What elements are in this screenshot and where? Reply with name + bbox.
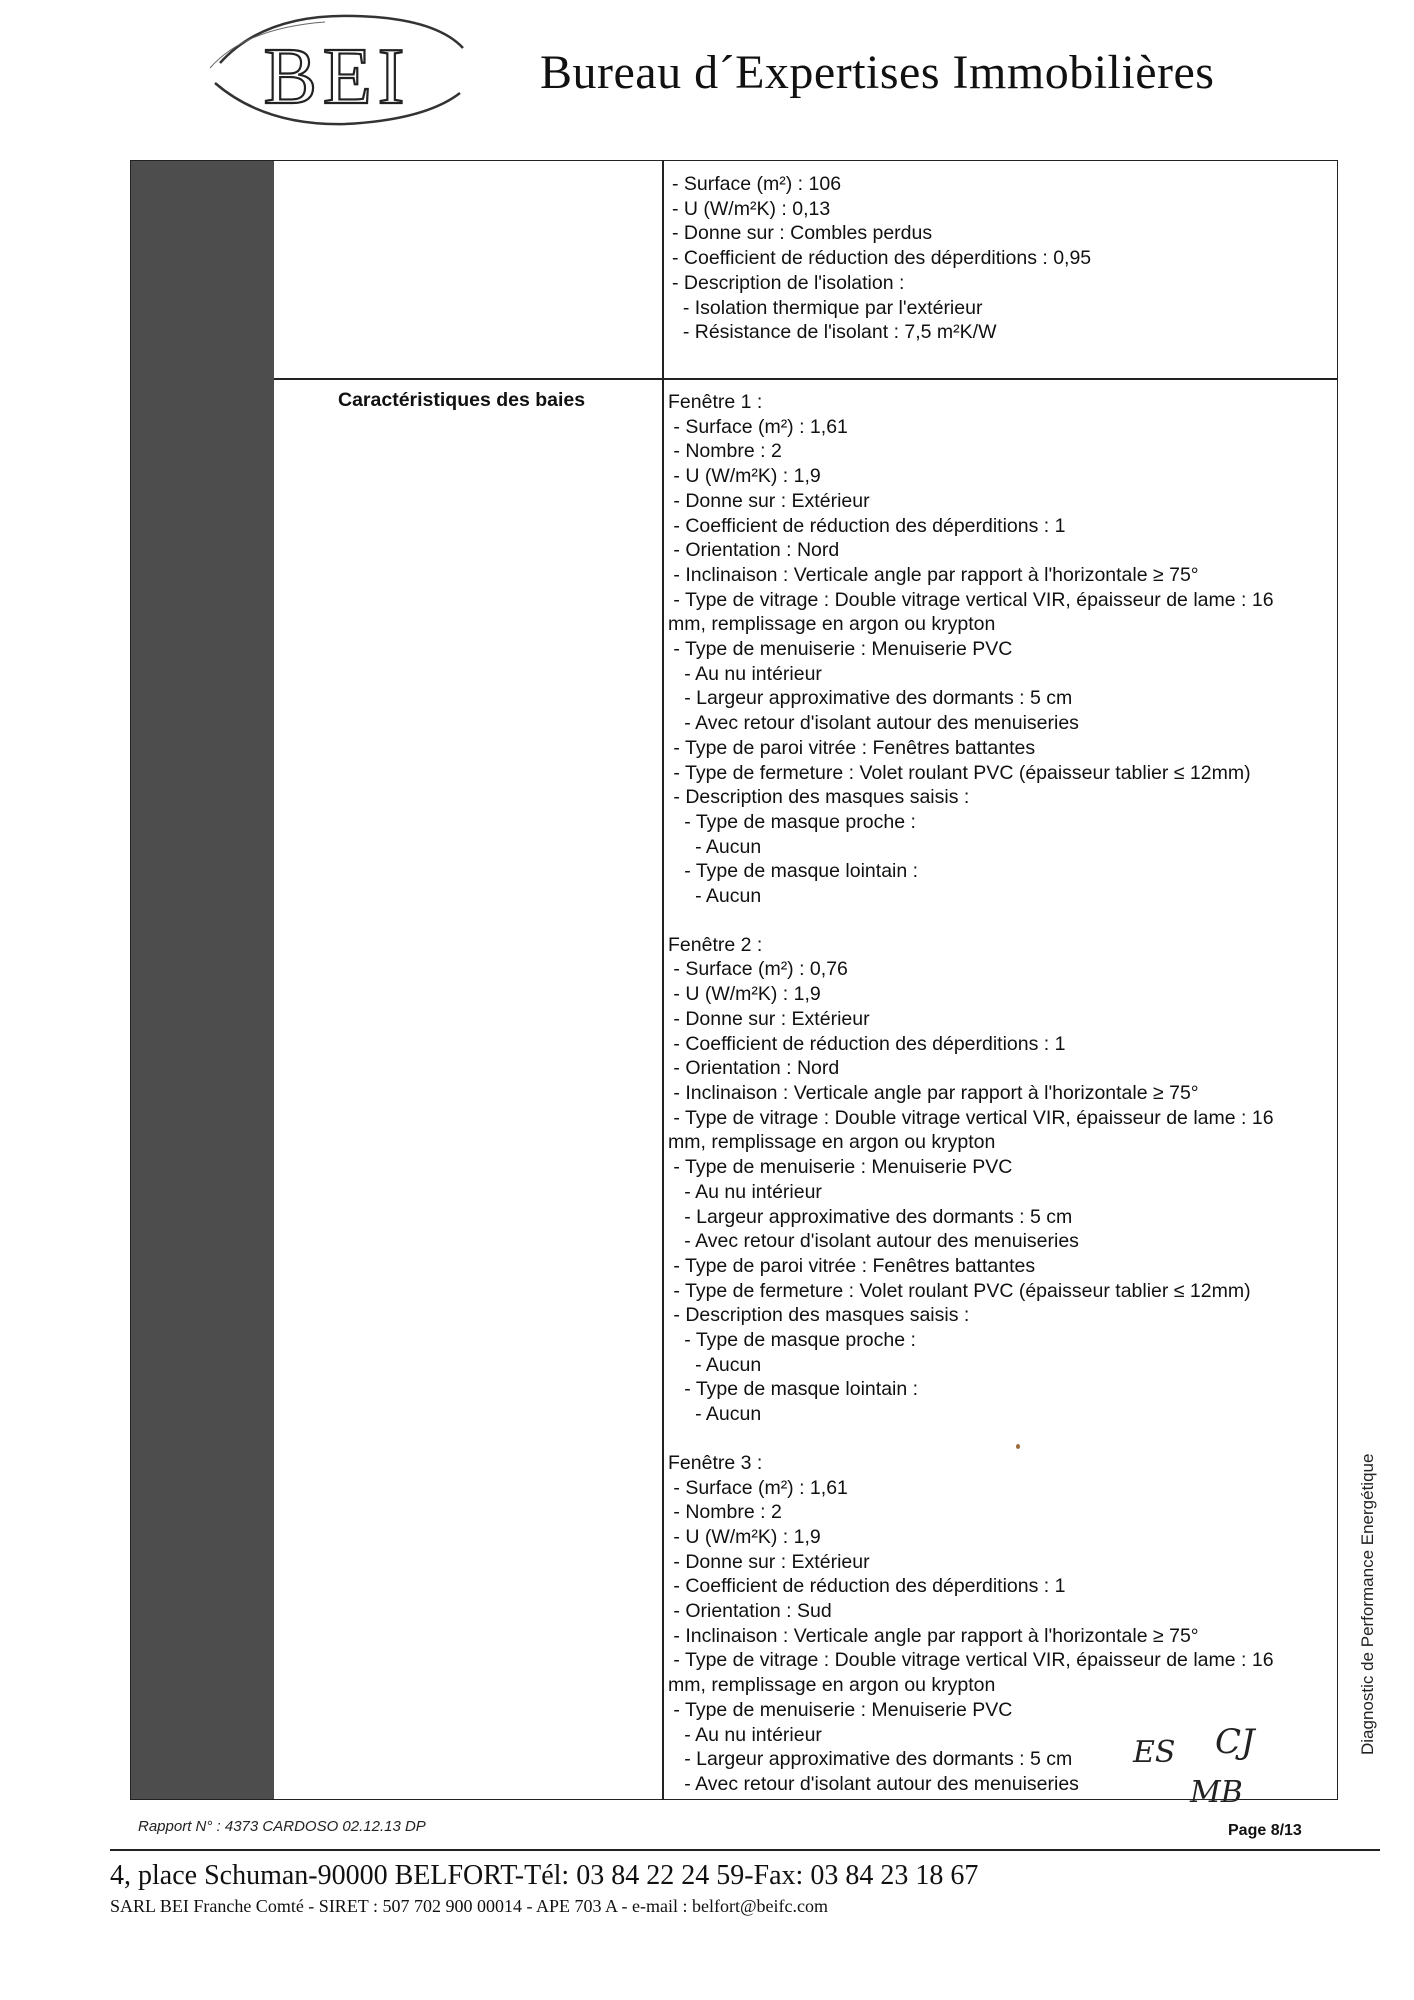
window-detail-line: - Type de menuiserie : Menuiserie PVC — [668, 638, 1013, 661]
window-detail-line: - Nombre : 2 — [668, 440, 782, 463]
window-detail-line: - Aucun — [668, 1353, 762, 1376]
window-detail-line: - Inclinaison : Verticale angle par rapport à l'horizontale ≥ 75° — [668, 563, 1199, 586]
window-detail-line: Fenêtre 2 : — [668, 933, 763, 956]
window-detail-line: - Type de masque proche : — [668, 1329, 916, 1352]
window-detail-line: - U (W/m²K) : 1,9 — [668, 1525, 821, 1548]
window-detail-line: - Donne sur : Extérieur — [668, 489, 870, 512]
window-detail-line: - Description des masques saisis : — [668, 786, 970, 809]
window-detail-line: - Inclinaison : Verticale angle par rapport à l'horizontale ≥ 75° — [668, 1081, 1199, 1104]
window-detail-line: - Donne sur : Extérieur — [668, 1550, 870, 1573]
window-detail-line: - Nombre : 2 — [668, 1501, 782, 1524]
footer-legal: SARL BEI Franche Comté - SIRET : 507 702 900 00014 - APE 703 A - e-mail : belfort@beifc.com — [110, 1896, 828, 1916]
isolation-details — [672, 172, 1091, 345]
window-detail-line: - Largeur approximative des dormants : 5 cm — [668, 687, 1073, 710]
isolation-line: - Surface (m²) : 106 — [672, 173, 842, 195]
window-detail-line: - Type de masque lointain : — [668, 1378, 919, 1401]
column-divider — [662, 160, 664, 1800]
window-detail-line: - Avec retour d'isolant autour des menuiseries — [668, 1772, 1079, 1795]
isolation-line: - U (W/m²K) : 0,13 — [672, 197, 831, 220]
isolation-line: - Description de l'isolation : — [672, 271, 905, 294]
logo-text: BEI — [263, 33, 411, 121]
window-detail-line: - Type de paroi vitrée : Fenêtres battantes — [668, 1254, 1036, 1277]
window-detail-line: - Largeur approximative des dormants : 5 cm — [668, 1748, 1073, 1771]
handwritten-initials: ES — [1133, 1735, 1176, 1770]
isolation-line: - Coefficient de réduction des déperditions : 0,95 — [672, 247, 1092, 270]
window-detail-line: - Type de menuiserie : Menuiserie PVC — [668, 1698, 1013, 1721]
row-divider — [274, 378, 1338, 380]
window-detail-line: - Surface (m²) : 0,76 — [668, 958, 848, 981]
window-detail-line: - Aucun — [668, 885, 762, 908]
window-block — [668, 390, 1333, 909]
isolation-line: - Isolation thermique par l'extérieur — [672, 296, 983, 319]
window-detail-line: - Avec retour d'isolant autour des menuiseries — [668, 1230, 1079, 1253]
window-detail-line: - Orientation : Nord — [668, 539, 840, 562]
window-detail-line: - Largeur approximative des dormants : 5 cm — [668, 1205, 1073, 1228]
window-block — [668, 933, 1333, 1427]
footer-address: 4, place Schuman-90000 BELFORT-Tél: 03 84 22 24 59-Fax: 03 84 23 18 67 — [110, 1860, 979, 1891]
window-detail-line: - Type de vitrage : Double vitrage vertical VIR, épaisseur de lame : 16 — [668, 588, 1274, 611]
handwritten-initials: CJ — [1215, 1722, 1255, 1762]
window-detail-line: - Surface (m²) : 1,61 — [668, 1476, 848, 1499]
window-detail-line: - U (W/m²K) : 1,9 — [668, 983, 821, 1006]
window-detail-line: mm, remplissage en argon ou krypton — [668, 613, 996, 636]
document-type-label: Diagnostic de Performance Energétique — [1358, 1453, 1377, 1755]
window-detail-line: - Orientation : Sud — [668, 1600, 832, 1623]
footer-divider — [110, 1849, 1380, 1851]
logo-emblem — [205, 8, 470, 133]
report-reference: Rapport N° : 4373 CARDOSO 02.12.13 DP — [138, 1818, 426, 1835]
window-detail-line: - Inclinaison : Verticale angle par rapport à l'horizontale ≥ 75° — [668, 1624, 1199, 1647]
company-logo — [205, 8, 470, 133]
window-detail-line: Fenêtre 3 : — [668, 1451, 763, 1474]
window-detail-line: - Type de menuiserie : Menuiserie PVC — [668, 1156, 1013, 1179]
company-name: Bureau d´Expertises Immobilières — [540, 46, 1215, 99]
window-detail-line: - Avec retour d'isolant autour des menuiseries — [668, 712, 1079, 735]
window-detail-line: Fenêtre 1 : — [668, 391, 763, 413]
window-detail-line: - Type de vitrage : Double vitrage vertical VIR, épaisseur de lame : 16 — [668, 1649, 1274, 1672]
window-detail-line: - Aucun — [668, 835, 762, 858]
window-detail-line: - Aucun — [668, 1403, 762, 1426]
isolation-line: - Donne sur : Combles perdus — [672, 222, 933, 245]
window-detail-line: - Description des masques saisis : — [668, 1304, 970, 1327]
window-detail-line: - Type de masque lointain : — [668, 860, 919, 883]
window-detail-line: - Surface (m²) : 1,61 — [668, 415, 848, 438]
isolation-line: - Résistance de l'isolant : 7,5 m²K/W — [672, 321, 997, 344]
page-number: Page 8/13 — [1228, 1822, 1302, 1839]
window-detail-line: - Type de masque proche : — [668, 810, 916, 833]
window-detail-line: - Type de vitrage : Double vitrage vertical VIR, épaisseur de lame : 16 — [668, 1106, 1274, 1129]
window-detail-line: - U (W/m²K) : 1,9 — [668, 465, 821, 488]
window-detail-line: - Coefficient de réduction des déperditions : 1 — [668, 514, 1066, 537]
window-detail-line: - Coefficient de réduction des déperditions : 1 — [668, 1032, 1066, 1055]
window-detail-line: - Donne sur : Extérieur — [668, 1007, 870, 1030]
window-detail-line: - Orientation : Nord — [668, 1057, 840, 1080]
window-detail-line: - Au nu intérieur — [668, 1723, 822, 1746]
window-detail-line: - Au nu intérieur — [668, 662, 822, 685]
window-detail-line: - Coefficient de réduction des déperditions : 1 — [668, 1575, 1066, 1598]
paper-speck — [1016, 1444, 1020, 1449]
window-detail-line: - Type de fermeture : Volet roulant PVC (épaisseur tablier ≤ 12mm) — [668, 761, 1251, 784]
window-detail-line: - Au nu intérieur — [668, 1180, 822, 1203]
window-detail-line: mm, remplissage en argon ou krypton — [668, 1674, 996, 1697]
window-detail-line: - Type de fermeture : Volet roulant PVC (épaisseur tablier ≤ 12mm) — [668, 1279, 1251, 1302]
window-detail-line: mm, remplissage en argon ou krypton — [668, 1131, 996, 1154]
left-shaded-column — [131, 161, 274, 1799]
window-detail-line: - Type de paroi vitrée : Fenêtres battantes — [668, 736, 1036, 759]
baies-details — [668, 390, 1333, 1797]
handwritten-initials: MB — [1190, 1775, 1243, 1810]
baies-label: Caractéristiques des baies — [338, 389, 586, 411]
